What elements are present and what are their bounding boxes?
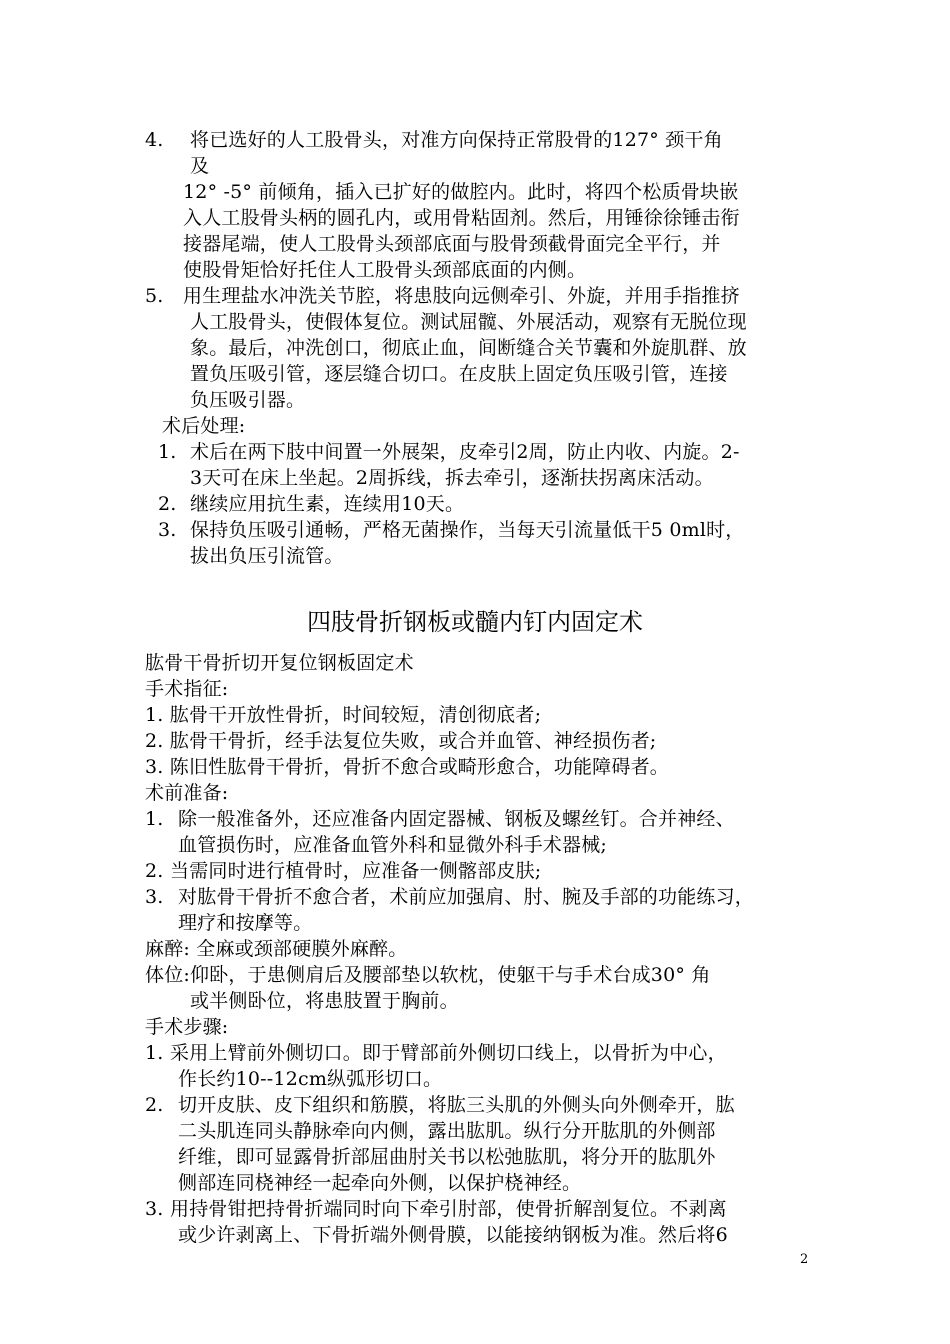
step-4-number: 4. <box>145 129 164 151</box>
step-line: 作长约10--12cm纵弧形切口。 <box>178 1068 443 1090</box>
postop-number: 1. <box>158 441 177 463</box>
step-line: 二头肌连同头静脉牵向内侧，露出肱肌。纵行分开肱肌的外侧部 <box>178 1120 716 1142</box>
postop-number: 3. <box>158 519 177 541</box>
indication-item: 2. 肱骨干骨折，经手法复位失败，或合并血管、神经损伤者; <box>145 730 657 752</box>
step-5-line: 置负压吸引管，逐层缝合切口。在皮肤上固定负压吸引管，连接 <box>190 363 728 385</box>
prep-number: 3. <box>145 886 164 908</box>
subtitle: 肱骨干骨折切开复位钢板固定术 <box>145 652 414 674</box>
step-5-line: 用生理盐水冲洗关节腔，将患肢向远侧牵引、外旋，并用手指推挤 <box>183 285 740 307</box>
step-5-number: 5. <box>145 285 164 307</box>
step-4-line: 入人工股骨头柄的圆孔内，或用骨粘固剂。然后，用锤徐徐锤击衔 <box>183 207 740 229</box>
step-5-line: 负压吸引器。 <box>190 389 306 411</box>
step-5-line: 象。最后，冲洗创口，彻底止血，间断缝合关节囊和外旋肌群、放 <box>190 337 747 359</box>
prep-line: 除一般准备外，还应准备内固定器械、钢板及螺丝钉。合并神经、 <box>178 808 735 830</box>
page-number: 2 <box>800 1252 809 1267</box>
position-line: 或半侧卧位，将患肢置于胸前。 <box>190 990 459 1012</box>
prep-heading: 术前准备: <box>145 782 229 804</box>
prep-line: 血管损伤时，应准备血管外科和显微外科手术器械; <box>178 834 608 856</box>
indication-item: 1. 肱骨干开放性骨折，时间较短，清创彻底者; <box>145 704 542 726</box>
indications-heading: 手术指征: <box>145 678 229 700</box>
prep-line: 对肱骨干骨折不愈合者，术前应加强肩、肘、腕及手部的功能练习， <box>178 886 755 908</box>
section-title: 四肢骨折钢板或髓内钉内固定术 <box>307 608 643 636</box>
step-4-line: 接器尾端，使人工股骨头颈部底面与股骨颈截骨面完全平行，并 <box>183 233 721 255</box>
postop-heading: 术后处理: <box>162 415 246 437</box>
prep-number: 1. <box>145 808 164 830</box>
step-number: 3. <box>145 1198 164 1220</box>
step-number: 1. <box>145 1042 164 1064</box>
postop-line: 术后在两下肢中间置一外展架，皮牵引2周，防止内收、内旋。2- <box>190 441 740 463</box>
postop-line: 保持负压吸引通畅，严格无菌操作，当每天引流量低干5 0ml时， <box>190 519 745 541</box>
step-line: 或少许剥离上、下骨折端外侧骨膜，以能接纳钢板为准。然后将6 <box>178 1224 728 1246</box>
anesthesia: 麻醉: 全麻或颈部硬膜外麻醉。 <box>145 938 408 960</box>
prep-line: 当需同时进行植骨时，应准备一侧髂部皮肤; <box>170 860 542 882</box>
step-line: 纤维，即可显露骨折部屈曲肘关书以松弛肱肌，将分开的肱肌外 <box>178 1146 716 1168</box>
step-4-line: 12° -5° 前倾角，插入已扩好的做腔内。此时，将四个松质骨块嵌 <box>183 181 739 203</box>
step-5-line: 人工股骨头，使假体复位。测试屈髋、外展活动，观察有无脱位现 <box>190 311 747 333</box>
step-4-line: 将已选好的人工股骨头，对准方向保持正常股骨的127° 颈干角 <box>190 129 723 151</box>
position-line: 体位:仰卧，于患侧肩后及腰部垫以软枕，使躯干与手术台成30° 角 <box>145 964 711 986</box>
step-line: 切开皮肤、皮下组织和筋膜，将肱三头肌的外侧头向外侧牵开，肱 <box>178 1094 735 1116</box>
prep-line: 理疗和按摩等。 <box>178 912 313 934</box>
step-4-line: 及 <box>190 155 210 177</box>
postop-number: 2. <box>158 493 177 515</box>
step-line: 侧部连同桡神经一起牵向外侧，以保护桡神经。 <box>178 1172 582 1194</box>
steps-heading: 手术步骤: <box>145 1016 229 1038</box>
step-line: 采用上臂前外侧切口。即于臂部前外侧切口线上，以骨折为中心， <box>170 1042 727 1064</box>
indication-item: 3. 陈旧性肱骨干骨折，骨折不愈合或畸形愈合，功能障碍者。 <box>145 756 669 778</box>
postop-line: 继续应用抗生素，连续用10天。 <box>190 493 465 515</box>
prep-number: 2. <box>145 860 164 882</box>
postop-line: 拔出负压引流管。 <box>190 545 344 567</box>
step-number: 2. <box>145 1094 164 1116</box>
step-4-line: 使股骨矩恰好托住人工股骨头颈部底面的内侧。 <box>183 259 587 281</box>
step-line: 用持骨钳把持骨折端同时向下牵引肘部，使骨折解剖复位。不剥离 <box>170 1198 727 1220</box>
postop-line: 3天可在床上坐起。2周拆线，拆去牵引，逐渐扶拐离床活动。 <box>190 467 714 489</box>
